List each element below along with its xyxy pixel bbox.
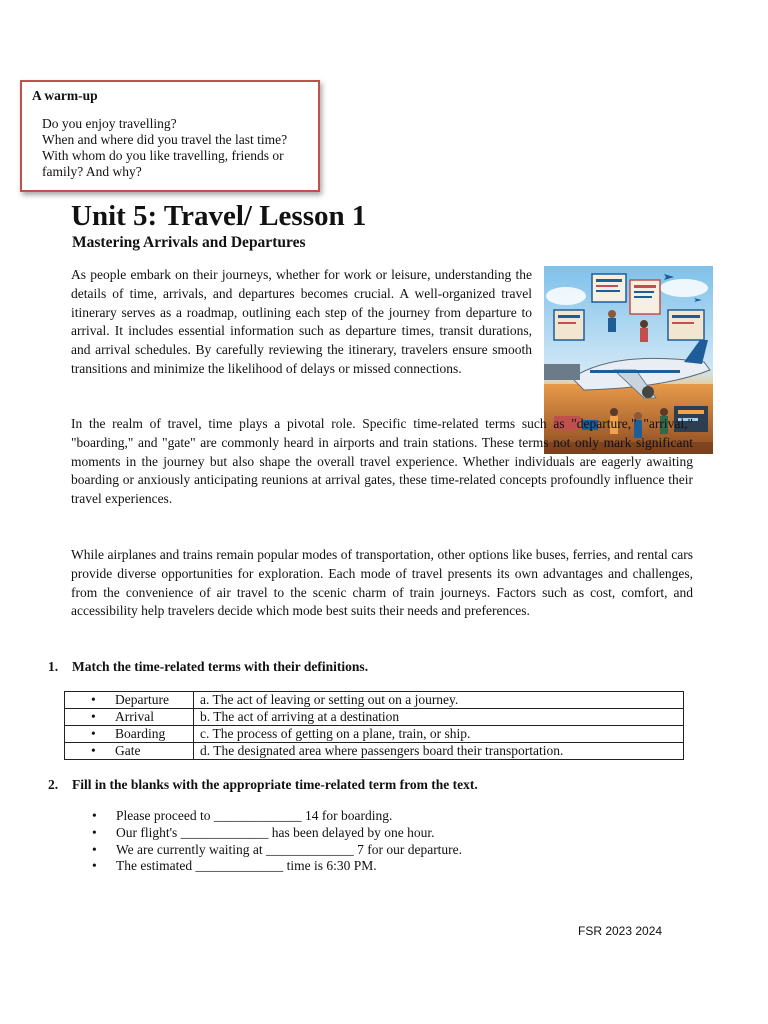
list-item: [92, 858, 462, 875]
definition-cell: a. The act of leaving or setting out on a journey.: [194, 692, 684, 709]
term-text: Gate: [115, 743, 141, 758]
definition-cell: d. The designated area where passengers board their transportation.: [194, 743, 684, 760]
definition-cell: c. The process of getting on a plane, train, or ship.: [194, 726, 684, 743]
term-cell: [65, 743, 194, 760]
question-2: [48, 777, 478, 793]
fill-in-sentence: Our flight's _____________ has been delayed by one hour.: [116, 824, 435, 840]
paragraph-3: While airplanes and trains remain popular modes of transportation, other options like buses, ferries, and rental cars provide diverse opportunities for exploration. Each mode of travel presents its own advantages and challenges, from the convenience of air travel to the scenic charm of train journeys. Factors such as cost, comfort, and accessibility help travelers decide which mode best suits their needs and preferences.: [71, 547, 693, 619]
lesson-subtitle: Mastering Arrivals and Departures: [72, 234, 306, 251]
bullet: •: [91, 709, 96, 724]
list-item: [92, 825, 462, 842]
bullet: •: [92, 841, 97, 857]
warmup-box: [20, 80, 320, 192]
fill-in-sentence: The estimated _____________ time is 6:30 PM.: [116, 858, 377, 874]
page-footer: FSR 2023 2024: [578, 924, 663, 938]
table-row: [65, 692, 684, 709]
warmup-line: With whom do you like travelling, friends or: [42, 148, 284, 163]
table-row: [65, 726, 684, 743]
term-cell: [65, 709, 194, 726]
bullet: •: [91, 692, 96, 707]
definition-cell: b. The act of arriving at a destination: [194, 709, 684, 726]
bullet: •: [92, 808, 97, 823]
list-item: [92, 842, 462, 859]
bullet: •: [91, 743, 96, 758]
term-text: Arrival: [115, 709, 154, 724]
page-title: Unit 5: Travel/ Lesson 1: [71, 200, 367, 232]
paragraph-1: As people embark on their journeys, whether for work or leisure, understanding the details of time, arrivals, and departures becomes crucial. A well-organized travel itinerary serves as a roadmap, outlining each step of the journey from departure to arrival. It includes essential information such as departure times, transit durations, and arrival schedules. By carefully reviewing the itinerary, travelers ensure smooth transitions and minimize the likelihood of delays or missed connections.: [71, 267, 532, 376]
table-row: [65, 709, 684, 726]
fill-in-sentence: We are currently waiting at _____________ 7 for our departure.: [116, 841, 463, 857]
warmup-line: When and where did you travel the last time?: [42, 132, 288, 147]
paragraph-2: In the realm of travel, time plays a pivotal role. Specific time-related terms such as "departure," "arrival," "boarding," and "gate" are commonly heard in airports and train stations. These terms not only mark significant moments in the journey but also shape the overall travel experience. Whether individuals are eagerly awaiting boarding or anxiously anticipating reunions at arrival gates, these time-related concepts profoundly influence their travel experiences.: [71, 416, 693, 507]
question-number: 1.: [48, 659, 59, 674]
warmup-line: Do you enjoy travelling?: [42, 116, 177, 131]
question-text: Match the time-related terms with their definitions.: [72, 659, 369, 674]
warmup-line: family? And why?: [42, 164, 142, 179]
warmup-questions: [32, 116, 308, 180]
bullet: •: [92, 858, 97, 874]
list-item: [92, 808, 462, 825]
matching-table: [64, 691, 684, 760]
bullet: •: [92, 824, 97, 840]
term-text: Boarding: [115, 726, 166, 741]
term-cell: [65, 726, 194, 743]
question-1: [48, 659, 368, 675]
question-number: 2.: [48, 777, 59, 792]
term-text: Departure: [115, 692, 169, 707]
fill-in-sentence: Please proceed to _____________ 14 for boarding.: [116, 808, 393, 823]
question-text: Fill in the blanks with the appropriate time-related term from the text.: [72, 777, 478, 792]
warmup-title: A warm-up: [32, 88, 98, 103]
bullet: •: [91, 726, 96, 741]
term-cell: [65, 692, 194, 709]
fill-in-list: [92, 808, 462, 875]
table-row: [65, 743, 684, 760]
